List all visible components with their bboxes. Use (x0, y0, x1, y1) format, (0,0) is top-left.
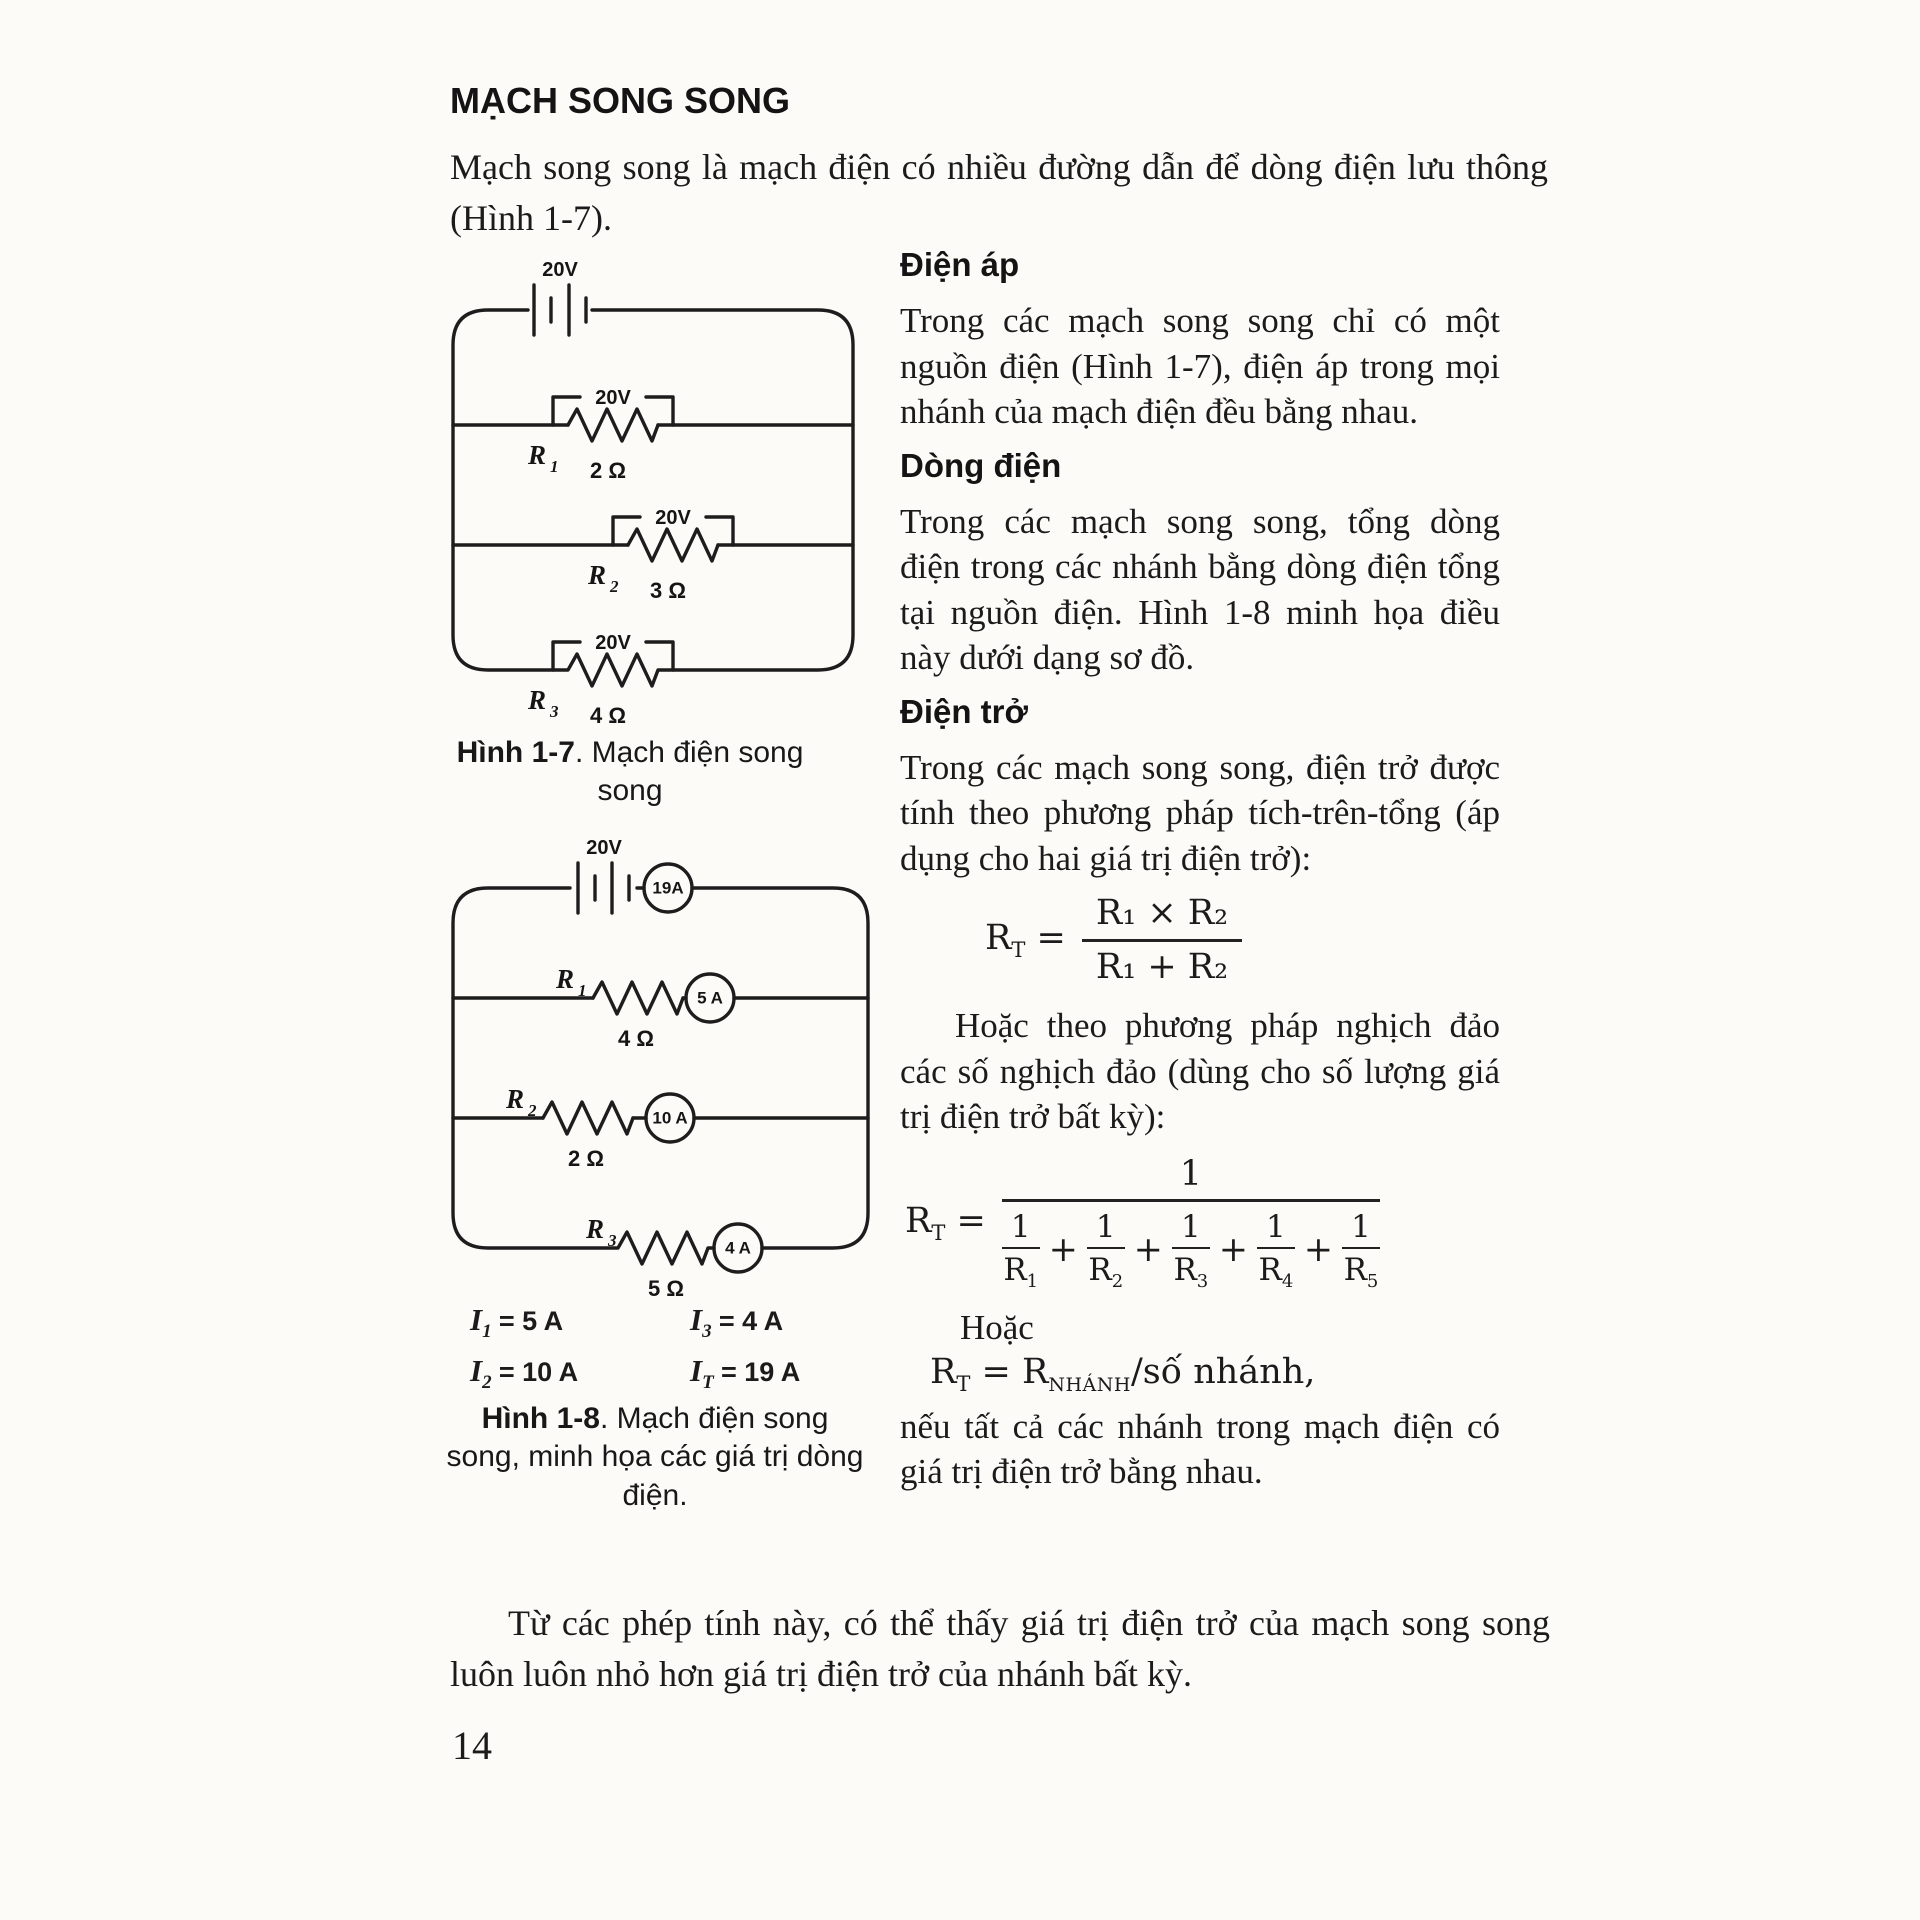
formula-product-over-sum (985, 893, 1500, 987)
battery-voltage-label: 20V (542, 259, 578, 281)
formula-text: $R_T$ = $R_{NHÁNH}/số$ nhánh, (930, 1351, 1316, 1396)
battery-icon (578, 863, 629, 913)
formula-lhs: $R_T$ = (905, 1200, 986, 1245)
caption-text: . Mạch điện song song (574, 736, 804, 808)
resistor-value: 4 Ω (618, 1026, 654, 1051)
term-1: 1 $R_1$ (1003, 1208, 1039, 1292)
branch-r3 (527, 632, 673, 728)
term-3: $\frac{1}{R_3}$ (1173, 1208, 1209, 1292)
figure-1-8-circuit (428, 818, 878, 1303)
section-body-resistance: Trong các mạch song song, điện trở được tính theo phương pháp tích-trên-tổng (áp dụng cho hai giá trị điện trở): (900, 747, 1500, 878)
resistor-sub: 2 (528, 1101, 537, 1120)
ammeter-total-icon (644, 864, 692, 912)
section-body-current: Trong các mạch song song, tổng dòng điện trong các nhánh bằng dòng điện tổng tại nguồn điện. Hình 1-8 minh họa điều này dưới dạng sơ đồ. (900, 501, 1500, 677)
section-heading-current: Dòng điện (900, 446, 1062, 484)
resistor-value: 3 Ω (650, 578, 686, 603)
ammeter-total-value: 19A (652, 878, 684, 898)
resistor-sub: 3 (608, 1231, 617, 1250)
circuit-outline (453, 310, 853, 686)
figure-number: Hình 1-8 (481, 1402, 600, 1435)
branch-voltage-label: 20V (595, 387, 631, 409)
figure-1-7-circuit (428, 240, 878, 730)
formula-lhs: $R_T$ = (985, 918, 1066, 962)
page-title: MẠCH SONG SONG (450, 80, 791, 121)
term-2: $\frac{1}{R_2}$ (1088, 1208, 1124, 1292)
branch-r1 (453, 964, 868, 1051)
branch-voltage-label: 20V (655, 507, 691, 529)
current-values-list (470, 1302, 890, 1394)
figure-1-7-caption (455, 734, 805, 811)
branch-voltage-label: 20V (595, 632, 631, 654)
battery-icon (534, 285, 586, 335)
current-value-it: $I_T = 19$ A (690, 1352, 801, 1393)
current-value-i1: $I_1 = 5$ A (470, 1302, 564, 1342)
term-5: $\frac{1}{R_5}$ (1343, 1208, 1379, 1292)
resistor-name: R (506, 1084, 525, 1114)
resistor-value: 4 Ω (590, 703, 626, 728)
ammeter-value: 5 A (697, 988, 723, 1008)
resistor-sub: 1 (550, 457, 559, 476)
figure-1-8-caption (443, 1400, 867, 1515)
current-value-i3: $I_3 = 4$ A (690, 1302, 784, 1342)
resistor-name: R (528, 685, 547, 715)
fraction: 1 1 $R_1$ + $\frac{1}{R_2}$ + $\frac{1}{R_3}$ + $\frac{1}{R_4}$ + $\frac{1}{R_5}$ (1003, 1153, 1379, 1292)
resistor-icon (568, 409, 658, 441)
resistor-icon (593, 982, 683, 1014)
section-heading-resistance: Điện trở (900, 692, 1028, 730)
term-4: $\frac{1}{R_4}$ (1258, 1208, 1294, 1292)
resistor-value: 2 Ω (568, 1146, 604, 1171)
section-heading-voltage: Điện áp (900, 246, 1020, 283)
closing-paragraph: Từ các phép tính này, có thể thấy giá trị điện trở của mạch song song luôn luôn nhỏ hơn giá trị điện trở của nhánh bất kỳ. (450, 1603, 1550, 1695)
resistor-sub: 2 (610, 577, 619, 596)
intro-paragraph: Mạch song song là mạch điện có nhiều đường dẫn để dòng điện lưu thông (Hình 1-7). (450, 147, 1548, 239)
section-body-voltage: Trong các mạch song song chỉ có một nguồn điện (Hình 1-7), điện áp trong mọi nhánh của mạch điện đều bằng nhau. (900, 301, 1500, 431)
resistor-sub: 1 (578, 981, 587, 1000)
resistor-name: R (588, 560, 607, 590)
circuit-outline (453, 888, 868, 1264)
right-column (900, 246, 1500, 1507)
resistor-value: 2 Ω (590, 458, 626, 483)
figure-number: Hình 1-7 (456, 736, 575, 769)
branch-formula-note: nếu tất cả các nhánh trong mạch điện có giá trị điện trở bằng nhau. (900, 1406, 1500, 1492)
ammeter-value: 10 A (652, 1108, 688, 1128)
branch-r1 (453, 387, 853, 483)
resistor-name: R (556, 964, 575, 994)
current-value-i2: $I_2 = 10$ A (470, 1352, 579, 1393)
battery-voltage-label: 20V (586, 837, 622, 859)
resistor-name: R (528, 440, 547, 470)
resistor-value: 5 Ω (648, 1276, 684, 1301)
branch-r2 (453, 507, 853, 603)
page-number: 14 (452, 1723, 492, 1768)
caption-text: . Mạch điện song song, minh họa các giá trị dòng điện. (446, 1402, 864, 1512)
ammeter-value: 4 A (725, 1238, 751, 1258)
alternative-label: Hoặc (960, 1307, 1034, 1347)
resistor-icon (543, 1102, 633, 1134)
branch-r2 (453, 1084, 868, 1171)
formula-branch (930, 1352, 1500, 1396)
reciprocal-method-paragraph: Hoặc theo phương pháp nghịch đảo các số nghịch đảo (dùng cho số lượng giá trị điện trở bất kỳ): (900, 1006, 1500, 1136)
resistor-icon (628, 529, 718, 561)
formula-reciprocal (905, 1154, 1500, 1292)
resistor-sub: 3 (550, 702, 559, 721)
resistor-name: R (586, 1214, 605, 1244)
fraction: $\frac{\text{R₁ × R₂}}{\text{R₁ + R₂}}$ (1082, 893, 1242, 987)
